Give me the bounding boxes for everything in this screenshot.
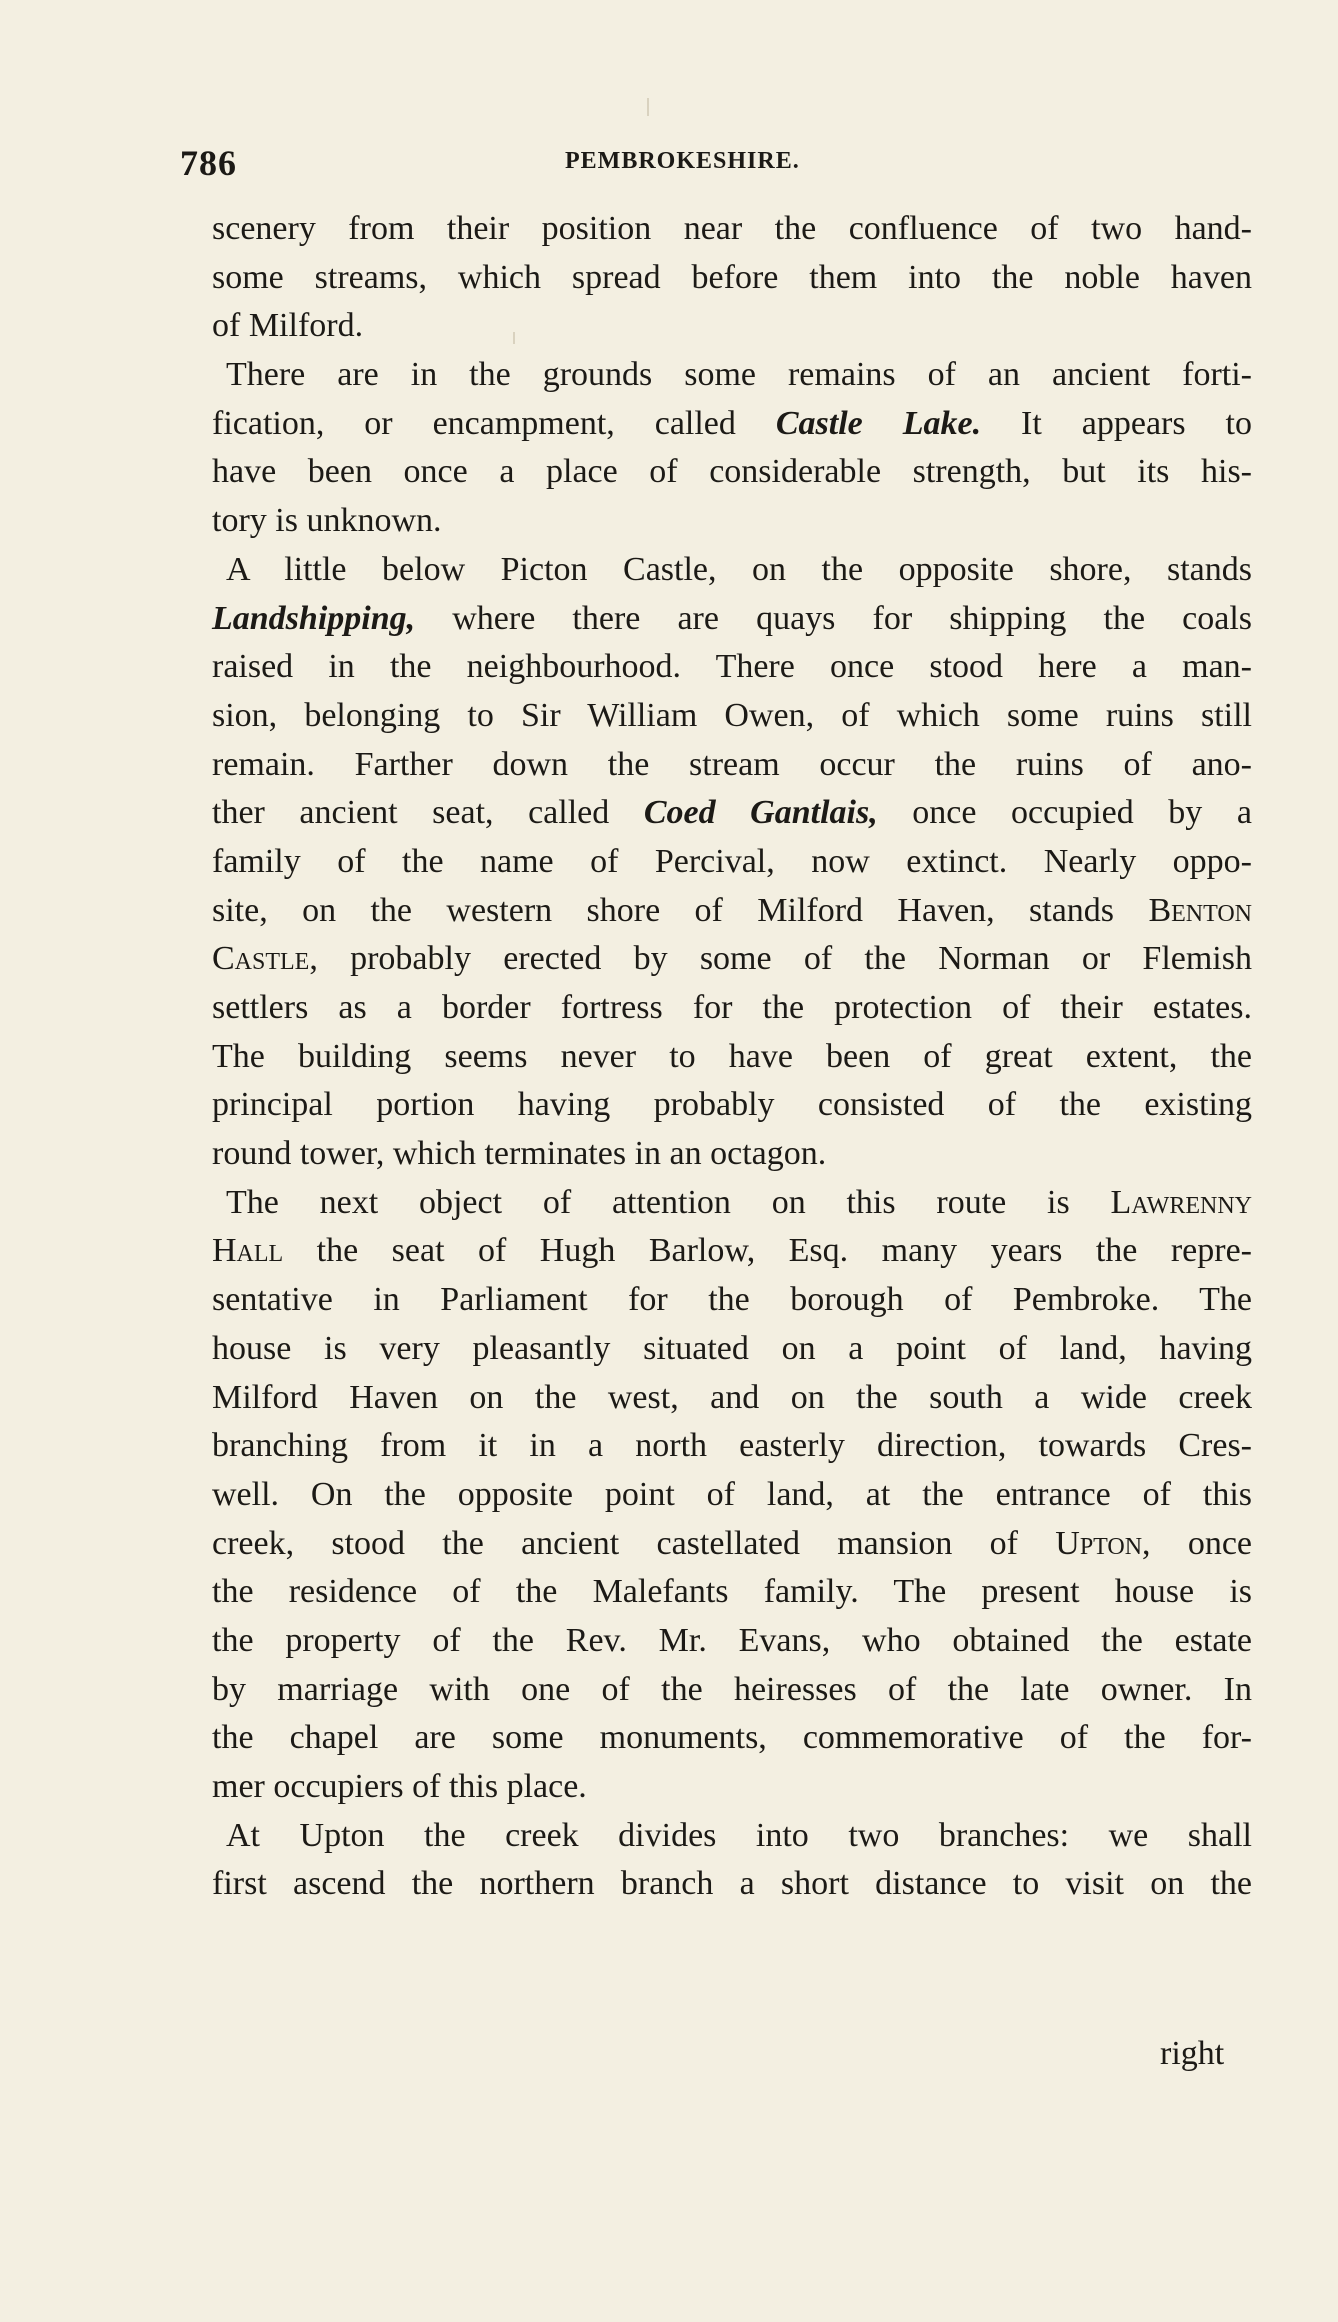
- text-line: branching from it in a north easterly direction, towards Cres-: [212, 1427, 1252, 1465]
- text-line: site, on the western shore of Milford Haven, stands Benton: [212, 891, 1252, 929]
- text-line: tory is unknown.: [212, 502, 442, 540]
- place-name-small-caps: Upton,: [1055, 1524, 1151, 1562]
- text-line: settlers as a border fortress for the protection of their estates.: [212, 989, 1252, 1026]
- text-line: remain. Farther down the stream occur the ruins of ano-: [212, 745, 1252, 783]
- text-line: principal portion having probably consisted of the existing: [212, 1086, 1252, 1124]
- text-line: Castle, probably erected by some of the Norman or Flemish: [212, 940, 1252, 978]
- text-line: the chapel are some monuments, commemorative of the for-: [212, 1719, 1252, 1757]
- running-head: PEMBROKESHIRE.: [565, 148, 800, 174]
- text-line: ther ancient seat, called Coed Gantlais, once occupied by a: [212, 794, 1252, 832]
- text-line: the property of the Rev. Mr. Evans, who obtained the estate: [212, 1621, 1252, 1659]
- text-line: The building seems never to have been of great extent, the: [212, 1037, 1252, 1075]
- place-name-small-caps: Hall: [212, 1232, 284, 1270]
- text-line: have been once a place of considerable strength, but its his-: [212, 453, 1252, 491]
- place-name-small-caps: Castle,: [212, 940, 318, 978]
- page-header: [180, 142, 1260, 188]
- text-line: the residence of the Malefants family. The present house is: [212, 1573, 1252, 1611]
- paper-speck: [647, 98, 649, 116]
- text-line: fication, or encampment, called Castle Lake. It appears to: [212, 404, 1252, 442]
- text-line: house is very pleasantly situated on a point of land, having: [212, 1329, 1252, 1367]
- text-line: sion, belonging to Sir William Owen, of which some ruins still: [212, 696, 1252, 734]
- text-line: Hall the seat of Hugh Barlow, Esq. many years the repre-: [212, 1232, 1252, 1270]
- text-line: first ascend the northern branch a short distance to visit on the: [212, 1865, 1252, 1903]
- catchword: right: [1160, 2035, 1225, 2072]
- place-name-small-caps: Benton: [1148, 891, 1252, 929]
- text-line: of Milford.: [212, 307, 364, 345]
- paragraph-start-line: At Upton the creek divides into two branches: we shall: [226, 1816, 1252, 1854]
- text-line: Landshipping, where there are quays for shipping the coals: [212, 599, 1252, 637]
- text-line: well. On the opposite point of land, at the entrance of this: [212, 1475, 1252, 1513]
- place-name-italic: Coed Gantlais,: [643, 794, 878, 832]
- text-line: by marriage with one of the heiresses of the late owner. In: [212, 1670, 1252, 1708]
- text-line: creek, stood the ancient castellated mansion of Upton, once: [212, 1524, 1252, 1562]
- text-line: sentative in Parliament for the borough of Pembroke. The: [212, 1281, 1252, 1319]
- paragraph-start-line: A little below Picton Castle, on the opposite shore, stands: [226, 550, 1252, 588]
- page-number: 786: [180, 143, 237, 183]
- place-name-italic: Castle Lake.: [775, 404, 982, 442]
- text-line: family of the name of Percival, now extinct. Nearly oppo-: [212, 842, 1252, 880]
- paragraph-start-line: The next object of attention on this route is Lawrenny: [226, 1183, 1252, 1221]
- paper-speck: [513, 332, 515, 344]
- text-line: scenery from their position near the confluence of two hand-: [212, 210, 1252, 247]
- text-line: some streams, which spread before them into the noble haven: [212, 258, 1252, 296]
- body-text: [212, 205, 1252, 1909]
- text-line: raised in the neighbourhood. There once stood here a man-: [212, 648, 1252, 686]
- place-name-italic: Landshipping,: [212, 599, 416, 637]
- place-name-small-caps: Lawrenny: [1110, 1183, 1252, 1221]
- text-line: Milford Haven on the west, and on the south a wide creek: [212, 1378, 1252, 1416]
- text-line: round tower, which terminates in an octagon.: [212, 1135, 827, 1173]
- paragraph-start-line: There are in the grounds some remains of an ancient forti-: [226, 356, 1252, 394]
- text-line: mer occupiers of this place.: [212, 1768, 587, 1805]
